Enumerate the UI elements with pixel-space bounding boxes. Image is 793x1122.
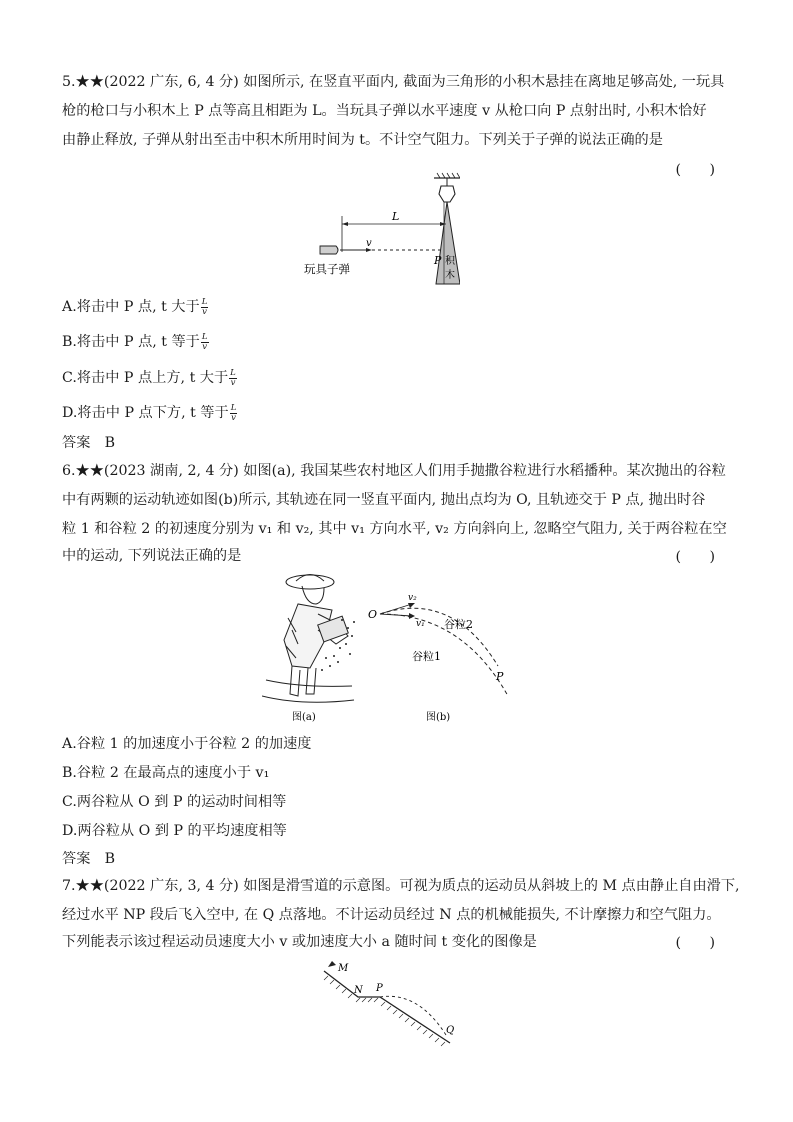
q6-answer: 答案 B	[62, 851, 115, 867]
q7-label-Q: Q	[446, 1025, 455, 1036]
fraction-L-over-v: $\frac{L}{v}$	[230, 367, 236, 388]
q6-option-a: A.谷粒 1 的加速度小于谷粒 2 的加速度	[62, 736, 312, 752]
q7-figure	[318, 955, 468, 1047]
fraction-L-over-v: $\frac{L}{v}$	[201, 296, 208, 317]
q7-label-P: P	[376, 983, 383, 994]
fraction-L-over-v: $\frac{L}{v}$	[201, 331, 208, 352]
q6-caption-a: 图(a)	[292, 712, 316, 723]
q6-line-1: 6.★★(2023 湖南, 2, 4 分) 如图(a), 我国某些农村地区人们用手抛撒谷粒进行水稻播种。某次抛出的谷粒	[62, 463, 726, 479]
q6-line-4: 中的运动, 下列说法正确的是	[62, 548, 242, 564]
q5-label-block-2: 木	[445, 270, 455, 281]
q7-label-N: N	[354, 985, 363, 996]
q6-line-2: 中有两颗的运动轨迹如图(b)所示, 其轨迹在同一竖直平面内, 抛出点均为 O, 且轨迹交于 P 点, 抛出时谷	[62, 492, 706, 508]
q7-line-3: 下列能表示该过程运动员速度大小 v 或加速度大小 a 随时间 t 变化的图像是	[62, 934, 537, 950]
q7-line-2: 经过水平 NP 段后飞入空中, 在 Q 点落地。不计运动员经过 N 点的机械能损失, 不计摩擦力和空气阻力。	[62, 907, 721, 923]
q6-option-d: D.两谷粒从 O 到 P 的平均速度相等	[62, 823, 287, 839]
q6-label-O: O	[368, 608, 378, 621]
q7-line-1: 7.★★(2022 广东, 3, 4 分) 如图是滑雪道的示意图。可视为质点的运动员从斜坡上的 M 点由静止自由滑下,	[62, 878, 740, 894]
q6-caption-b: 图(b)	[426, 712, 451, 723]
q6-line-3: 粒 1 和谷粒 2 的初速度分别为 v₁ 和 v₂, 其中 v₁ 方向水平, v₂ 方向斜向上, 忽略空气阻力, 关于两谷粒在空	[62, 521, 727, 537]
q5-option-d-text: D.将击中 P 点下方, t 等于	[62, 405, 229, 421]
q6-label-grain1: 谷粒1	[412, 650, 441, 663]
q5-label-L: L	[392, 210, 400, 223]
q5-answer: 答案 B	[62, 435, 115, 451]
q5-label-block-1: 积	[445, 256, 455, 267]
q6-label-P: P	[496, 670, 504, 683]
fraction-L-over-v: $\frac{L}{v}$	[230, 402, 237, 423]
q6-label-v2: v₂	[408, 593, 417, 603]
q6-option-c: C.两谷粒从 O 到 P 的运动时间相等	[62, 794, 287, 810]
q5-option-a-text: A.将击中 P 点, t 大于	[62, 299, 200, 315]
q7-answer-bracket: ( )	[675, 935, 715, 951]
q5-option-c-text: C.将击中 P 点上方, t 大于	[62, 370, 229, 386]
q5-option-a	[62, 296, 208, 317]
q5-line-1: 5.★★(2022 广东, 6, 4 分) 如图所示, 在竖直平面内, 截面为三角形的小积木悬挂在离地足够高处, 一玩具	[62, 74, 725, 90]
q6-label-v1: v₁	[416, 619, 425, 629]
q5-line-3: 由静止释放, 子弹从射出至击中积木所用时间为 t。不计空气阻力。下列关于子弹的说法正确的是	[62, 132, 663, 148]
q5-option-b-text: B.将击中 P 点, t 等于	[62, 334, 200, 350]
q5-answer-bracket: ( )	[675, 162, 715, 178]
q5-label-v: v	[366, 238, 372, 249]
q7-label-M: M	[338, 963, 349, 974]
q6-label-grain2: 谷粒2	[444, 618, 473, 631]
q5-option-b	[62, 331, 209, 352]
q6-option-b: B.谷粒 2 在最高点的速度小于 v₁	[62, 765, 270, 781]
q5-label-bullet: 玩具子弹	[304, 262, 350, 276]
q6-figure	[262, 570, 522, 728]
q5-label-P: P	[434, 254, 442, 267]
q5-figure	[300, 172, 460, 290]
q5-line-2: 枪的枪口与小积木上 P 点等高且相距为 L。当玩具子弹以水平速度 v 从枪口向 P 点射出时, 小积木恰好	[62, 103, 707, 119]
q5-option-d	[62, 402, 237, 423]
q6-answer-bracket: ( )	[675, 549, 715, 565]
q5-option-c	[62, 367, 237, 388]
